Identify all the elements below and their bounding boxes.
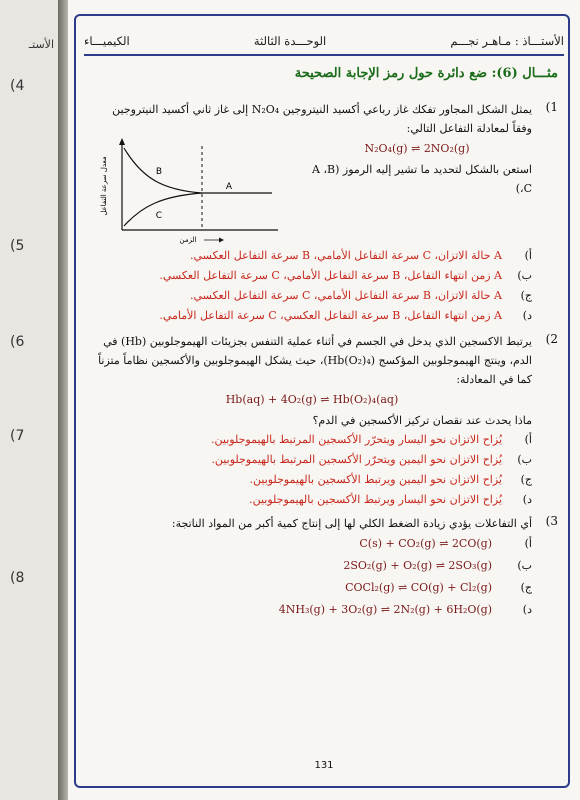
answer-option[interactable]	[92, 306, 532, 326]
equilibrium-arrow-icon: ⇌	[439, 537, 449, 550]
equilibrium-arrow-icon: ⇌	[320, 393, 334, 406]
option-text: A زمن انتهاء التفاعل، B سرعة التفاعل الأمامي، C سرعة التفاعل العكسي.	[159, 269, 502, 282]
option-text: A حالة الاتزان، B سرعة التفاعل الأمامي، C سرعة التفاعل العكسي.	[189, 289, 502, 302]
option-mark: ب)	[517, 559, 532, 572]
option-mark: أ)	[524, 433, 532, 446]
question-text: الدم، وينتج الهيموجلوبين المؤكسج (Hb(O₂)₄)، حيث يشكل الهيموجلوبين والأكسجين نظاماً متزناً	[98, 354, 532, 367]
option-mark: ج)	[520, 581, 532, 594]
equilibrium-arrow-icon: ⇌	[398, 581, 408, 594]
option-equation	[279, 599, 492, 621]
previous-page	[0, 0, 60, 800]
reaction-rate-graph	[92, 138, 282, 246]
equation-right: Hb(O₂)₄(aq)	[333, 393, 399, 406]
answer-option[interactable]	[92, 450, 532, 470]
question-3	[92, 514, 558, 621]
questions	[92, 100, 558, 625]
subject-title: الكيميـــاء	[84, 34, 130, 48]
answer-option[interactable]	[92, 470, 532, 490]
equation	[302, 138, 532, 160]
answer-option[interactable]	[92, 286, 532, 306]
unit-title: الوحـــدة الثالثة	[253, 34, 327, 48]
option-mark: د)	[522, 309, 532, 322]
option-mark: د)	[522, 493, 532, 506]
option-mark: ج)	[520, 289, 532, 302]
header-rule	[84, 54, 564, 56]
graph-row	[92, 138, 532, 246]
answer-option[interactable]	[92, 577, 532, 599]
option-text: A زمن انتهاء التفاعل، B سرعة التفاعل العكسي، C سرعة التفاعل الأمامي.	[159, 309, 502, 322]
equation-left: C(s) + CO₂(g)	[359, 537, 436, 550]
answer-option[interactable]	[92, 533, 532, 555]
worksheet-page	[68, 0, 580, 800]
page-number: 131	[314, 760, 334, 771]
teacher-name: الأستـــاذ : مـاهـر نجـــم	[450, 34, 564, 48]
graph-label-b: B	[155, 167, 162, 177]
question-number: 3)	[545, 514, 558, 528]
equation-right: 2CO(g)	[451, 537, 492, 550]
question-text: يمثل الشكل المجاور تفكك غاز رباعي أكسيد النيتروجين N₂O₄ إلى غاز ثاني أكسيد النيتروجين	[112, 103, 532, 116]
option-equation	[359, 533, 492, 555]
equilibrium-arrow-icon: ⇌	[380, 603, 390, 616]
equation-left: 4NH₃(g) + 3O₂(g)	[278, 603, 378, 616]
equation-left: N₂O₄(g)	[364, 142, 408, 155]
graph-y-axis-label: معدل سرعة التفاعل	[100, 156, 108, 216]
option-text: يُزاح الاتزان نحو اليسار ويتحرّر الأكسجين المرتبط بالهيموجلوبين.	[211, 433, 502, 446]
question-text: كما في المعادلة:	[456, 373, 532, 386]
question-1	[92, 100, 558, 326]
equation-right: 2SO₃(g)	[448, 559, 492, 572]
option-equation	[345, 577, 492, 599]
graph-x-axis-label: الزمن	[179, 236, 197, 244]
previous-page-header: الأستـ	[28, 38, 54, 51]
equation-left: COCl₂(g)	[345, 581, 395, 594]
question-2	[92, 332, 558, 510]
option-mark: ب)	[517, 269, 532, 282]
graph-label-a: A	[225, 182, 232, 192]
equation-right: 2N₂(g) + 6H₂O(g)	[393, 603, 492, 616]
example-title: مثـــال (6): ضع دائرة حول رمز الإجابة الصحيحة	[294, 66, 558, 81]
option-mark: ج)	[520, 473, 532, 486]
previous-page-number: (4	[10, 78, 25, 94]
question-text: وفقاً لمعادلة التفاعل التالي:	[406, 122, 532, 135]
answer-option[interactable]	[92, 266, 532, 286]
page-header	[84, 30, 564, 52]
question-prompt: ماذا يحدث عند نقصان تركيز الأكسجين في الدم؟	[312, 414, 532, 427]
answer-option[interactable]	[92, 490, 532, 510]
graph-label-c: C	[155, 211, 162, 221]
question-text: استعن بالشكل لتحديد ما تشير إليه الرموز (A ،B ،C)	[312, 163, 532, 195]
answer-option[interactable]	[92, 246, 532, 266]
book-binding	[58, 0, 68, 800]
option-equation	[343, 555, 492, 577]
answer-option[interactable]	[92, 430, 532, 450]
option-mark: أ)	[524, 249, 532, 262]
previous-page-number: (5	[10, 238, 25, 254]
answer-option[interactable]	[92, 599, 532, 621]
previous-page-number: (8	[10, 570, 25, 586]
equation-right: 2NO₂(g)	[423, 142, 470, 155]
option-text: A حالة الاتزان، C سرعة التفاعل الأمامي، B سرعة التفاعل العكسي.	[189, 249, 502, 262]
option-mark: أ)	[524, 537, 532, 550]
equation	[92, 389, 532, 411]
equilibrium-arrow-icon: ⇌	[435, 559, 445, 572]
equation-left: Hb(aq) + 4O₂(g)	[225, 393, 317, 406]
option-text: يُزاح الاتزان نحو اليمين ويتحرّر الأكسجين المرتبط بالهيموجلوبين.	[211, 453, 502, 466]
previous-page-number: (7	[10, 428, 25, 444]
question-text: أي التفاعلات يؤدي زيادة الضغط الكلي لها إلى إنتاج كمية أكبر من المواد الناتجة:	[171, 517, 532, 530]
option-text: يُزاح الاتزان نحو اليسار ويرتبط الأكسجين بالهيموجلوبين.	[249, 493, 502, 506]
previous-page-number: (6	[10, 334, 25, 350]
option-text: يُزاح الاتزان نحو اليمين ويرتبط الأكسجين بالهيموجلوبين.	[249, 473, 502, 486]
question-number: 1)	[545, 100, 558, 114]
equilibrium-arrow-icon: ⇌	[411, 142, 424, 155]
question-number: 2)	[545, 332, 558, 346]
answer-option[interactable]	[92, 555, 532, 577]
graph-side-text	[302, 138, 532, 198]
equation-left: 2SO₂(g) + O₂(g)	[343, 559, 433, 572]
option-mark: ب)	[517, 453, 532, 466]
equation-right: CO(g) + Cl₂(g)	[410, 581, 492, 594]
option-mark: د)	[522, 603, 532, 616]
question-text: يرتبط الاكسجين الذي يدخل في الجسم في أثناء عملية التنفس بجزيئات الهيموجلوبين (Hb) في	[103, 335, 532, 348]
